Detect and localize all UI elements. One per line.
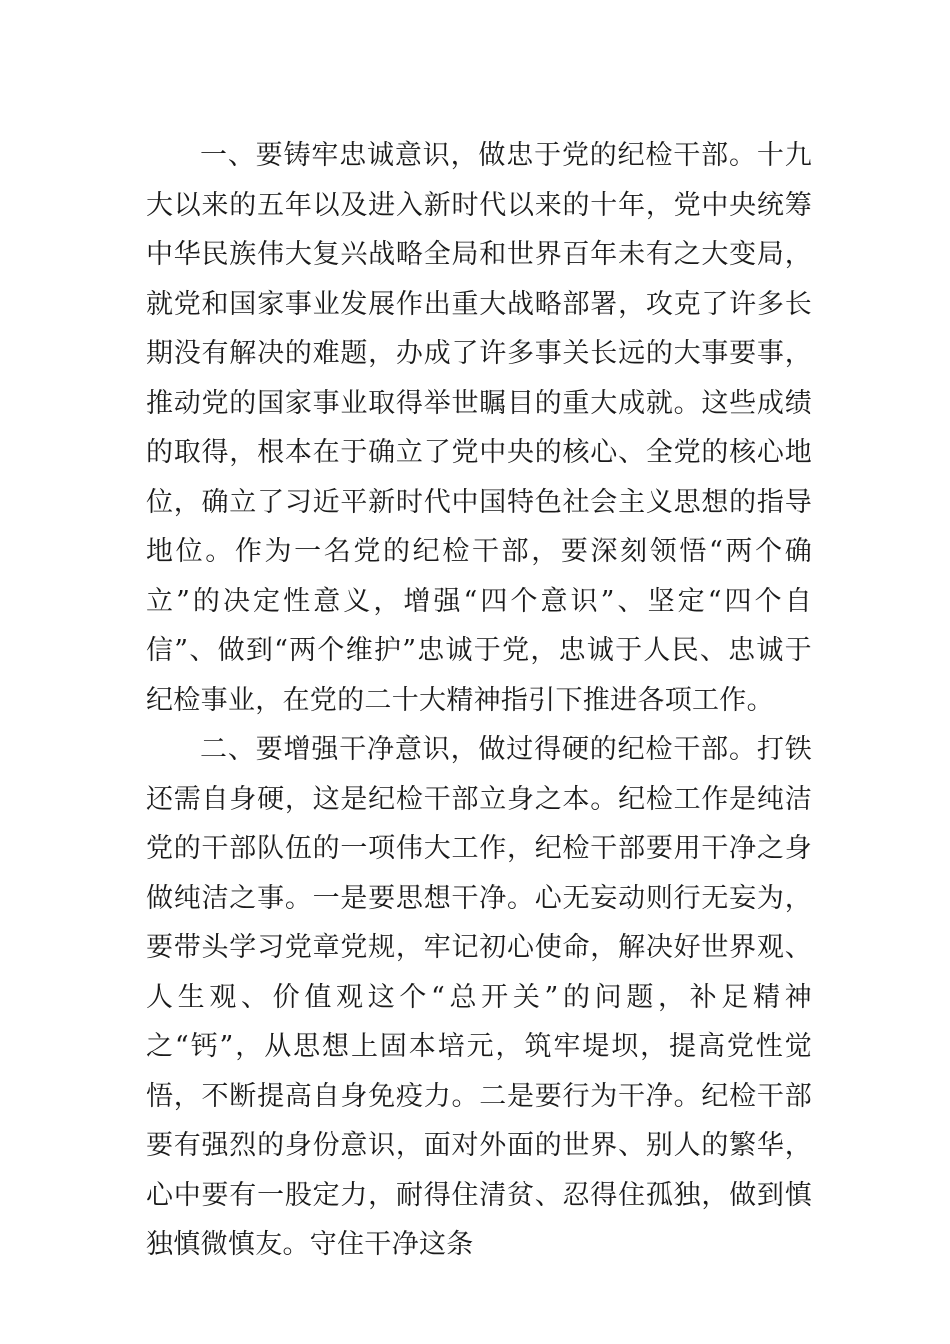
paragraph-integrity: 二、要增强干净意识，做过得硬的纪检干部。打铁还需自身硬，这是纪检干部立身之本。纪检工作是纯洁党的干部队伍的一项伟大工作，纪检干部要用干净之身做纯洁之事。一是要思想干净。心无妄动则行无妄为，要带头学习党章党规，牢记初心使命，解决好世界观、人生观、价值观这个“总开关”的问题，补足精神之“钙”，从思想上固本培元，筑牢堤坝，提高党性觉悟，不断提高自身免疫力。二是要行为干净。纪检干部要有强烈的身份意识，面对外面的世界、别人的繁华，心中要有一股定力，耐得住清贫、忍得住孤独，做到慎独慎微慎友。守住干净这条 (146, 734, 812, 1260)
document-body (146, 131, 812, 1270)
paragraph-loyalty: 一、要铸牢忠诚意识，做忠于党的纪检干部。十九大以来的五年以及进入新时代以来的十年，党中央统筹中华民族伟大复兴战略全局和世界百年未有之大变局，就党和国家事业发展作出重大战略部署，攻克了许多长期没有解决的难题，办成了许多事关长远的大事要事，推动党的国家事业取得举世瞩目的重大成就。这些成绩的取得，根本在于确立了党中央的核心、全党的核心地位，确立了习近平新时代中国特色社会主义思想的指导地位。作为一名党的纪检干部，要深刻领悟“两个确立”的决定性意义，增强“四个意识”、坚定“四个自信”、做到“两个维护”忠诚于党，忠诚于人民、忠诚于纪检事业，在党的二十大精神指引下推进各项工作。 (146, 140, 812, 716)
